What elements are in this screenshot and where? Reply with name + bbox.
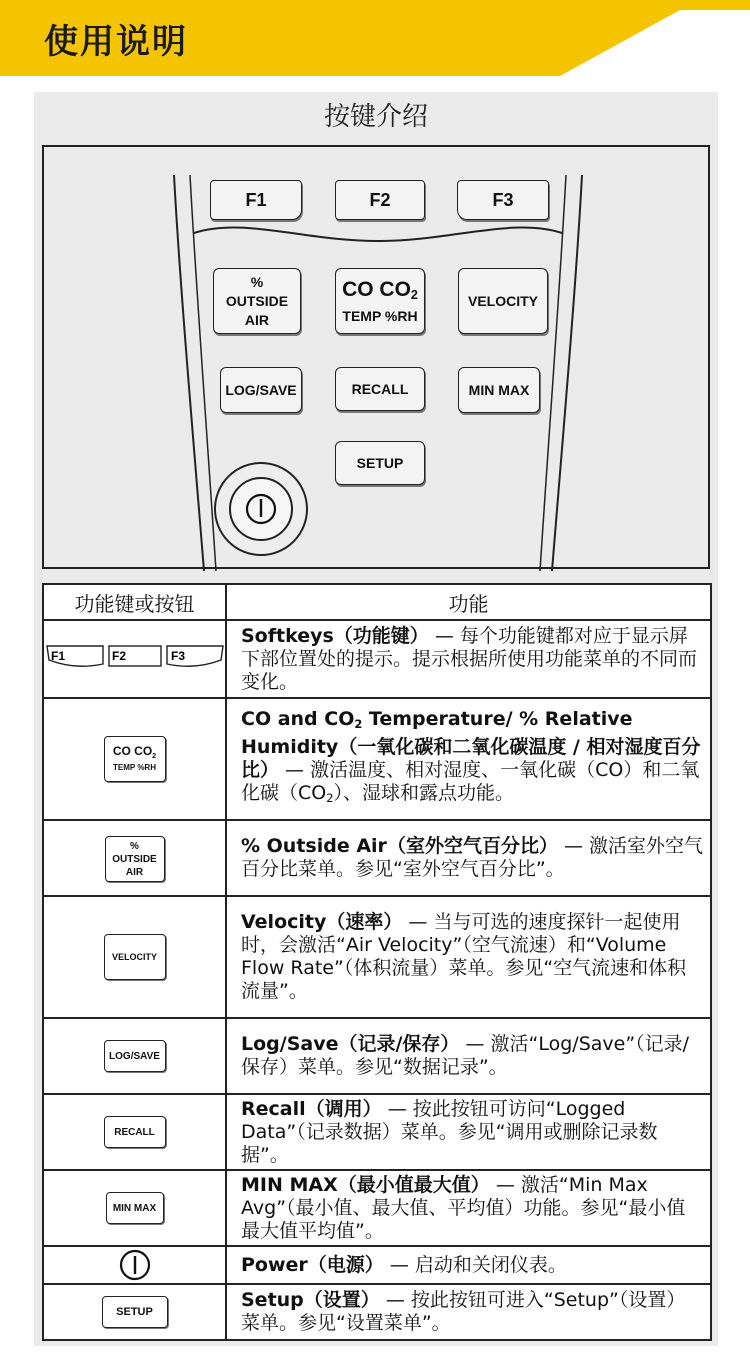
setup-key[interactable] xyxy=(335,441,425,485)
log-save-icon: LOG/SAVE xyxy=(104,1040,166,1072)
power-icon xyxy=(229,477,293,541)
outside-air-key-line3: AIR xyxy=(244,311,270,328)
co-icon-line2: TEMP %RH xyxy=(113,762,156,772)
term-power-cn: （电源） xyxy=(307,1253,384,1276)
outside-air-icon-line3: AIR xyxy=(125,866,144,878)
outside-air-icon-line1: % xyxy=(130,840,139,852)
co-key-line1: CO CO xyxy=(342,277,411,301)
term-velocity-cn: （速率） xyxy=(326,911,403,933)
row-icon-cell xyxy=(43,698,226,820)
row-icon-cell xyxy=(43,1018,226,1094)
column-header-function: 功能 xyxy=(226,584,711,620)
header-banner xyxy=(0,0,750,76)
log-save-key-label: LOG/SAVE xyxy=(225,382,297,398)
device-keypad-illustration xyxy=(42,145,710,569)
function-table xyxy=(42,583,712,1341)
softkey-f3-label: F3 xyxy=(170,649,185,663)
table-row xyxy=(43,896,711,1018)
term-recall-cn: （调用） xyxy=(305,1097,382,1120)
outside-air-icon xyxy=(105,836,165,882)
term-softkeys: Softkeys xyxy=(241,624,334,647)
row-icon-cell xyxy=(43,896,226,1018)
f1-key-label: F1 xyxy=(245,189,267,210)
table-row xyxy=(43,620,711,698)
term-power: Power xyxy=(241,1253,308,1276)
row-description xyxy=(226,698,711,820)
row-icon-cell xyxy=(43,1094,226,1170)
co-icon-sub: 2 xyxy=(152,750,157,760)
column-header-key: 功能键或按钮 xyxy=(43,584,226,620)
term-log-save: Log/Save xyxy=(241,1033,339,1055)
term-recall: Recall xyxy=(241,1097,306,1120)
row-description xyxy=(226,896,711,1018)
velocity-icon: VELOCITY xyxy=(104,934,166,980)
f3-key-label: F3 xyxy=(492,189,514,210)
row-icon-cell xyxy=(43,1246,226,1284)
min-max-key[interactable] xyxy=(458,367,540,413)
term-setup-cn: （设置） xyxy=(303,1289,380,1311)
row-description xyxy=(226,1246,711,1284)
outside-air-key-line2: OUTSIDE xyxy=(225,292,289,309)
co-key-line2: TEMP %RH xyxy=(342,307,418,324)
velocity-key[interactable] xyxy=(458,268,548,334)
term-co-rest: Temperature/ % Relative Humidity（一氧化碳和二氧化碳温度 / 相对湿度百分比） xyxy=(241,708,701,781)
table-row xyxy=(43,1246,711,1284)
description-co: — 激活温度、相对湿度、一氧化碳（CO）和二氧化碳（CO xyxy=(241,759,700,804)
row-description xyxy=(226,620,711,698)
term-setup: Setup xyxy=(241,1289,304,1311)
f3-key[interactable] xyxy=(457,180,549,220)
recall-key-label: RECALL xyxy=(351,381,409,397)
term-outside-air-cn: （室外空气百分比） xyxy=(386,835,558,857)
min-max-key-label: MIN MAX xyxy=(468,382,530,398)
description-recall: — 按此按钮可访问“Logged Data”（记录数据）菜单。参见“调用或删除记录数据”。 xyxy=(241,1097,658,1166)
row-icon-cell xyxy=(43,1284,226,1340)
outside-air-key[interactable] xyxy=(213,268,301,334)
co-icon-line1: CO CO xyxy=(112,743,153,758)
term-outside-air: % Outside Air xyxy=(241,835,387,857)
row-description xyxy=(226,1170,711,1246)
power-icon xyxy=(117,1248,153,1282)
power-button-inner-ring xyxy=(229,477,293,541)
power-button[interactable] xyxy=(214,462,308,556)
softkey-f2-label: F2 xyxy=(111,649,126,663)
velocity-key-label: VELOCITY xyxy=(467,293,538,309)
f1-key[interactable] xyxy=(210,180,302,220)
recall-icon: RECALL xyxy=(104,1116,166,1148)
row-icon-cell xyxy=(43,820,226,896)
term-softkeys-cn: （功能键） xyxy=(333,624,429,647)
term-velocity: Velocity xyxy=(241,911,327,933)
setup-key-label: SETUP xyxy=(356,455,404,471)
f2-key[interactable] xyxy=(335,180,425,220)
row-description xyxy=(226,1018,711,1094)
table-row xyxy=(43,698,711,820)
row-description xyxy=(226,820,711,896)
term-min-max: MIN MAX xyxy=(241,1173,338,1196)
section-title: 按键介绍 xyxy=(323,102,428,132)
description-softkeys: — 每个功能键都对应于显示屏下部位置处的提示。提示根据所使用功能菜单的不同而变化。 xyxy=(241,624,698,693)
co-co2-icon xyxy=(104,736,166,782)
outside-air-key-line1: % xyxy=(250,273,264,290)
description-power: — 启动和关闭仪表。 xyxy=(383,1253,567,1276)
co-key-subscript: 2 xyxy=(410,287,418,302)
description-velocity: — 当与可选的速度探针一起使用时，会激活“Air Velocity”（空气流速）和“Volume Flow Rate”（体积流量）菜单。参见“空气流速和体积流量”。 xyxy=(241,911,687,1002)
row-icon-cell xyxy=(43,620,226,698)
row-icon-cell xyxy=(43,1170,226,1246)
log-save-key[interactable] xyxy=(220,367,302,413)
description-co-sub: 2 xyxy=(326,791,334,805)
description-setup: — 按此按钮可进入“Setup”（设置）菜单。参见“设置菜单”。 xyxy=(241,1289,686,1334)
outside-air-icon-line2: OUTSIDE xyxy=(112,853,157,865)
term-co: CO and CO xyxy=(241,708,355,730)
description-log-save: — 激活“Log/Save”（记录/保存）菜单。参见“数据记录”。 xyxy=(241,1033,690,1078)
table-header-row xyxy=(43,584,711,620)
min-max-icon: MIN MAX xyxy=(106,1192,164,1224)
description-min-max: — 激活“Min Max Avg”（最小值、最大值、平均值）功能。参见“最小值最大值平均值”。 xyxy=(241,1173,686,1242)
table-row xyxy=(43,1018,711,1094)
term-co-sub: 2 xyxy=(354,717,363,731)
description-co-rest: ）、湿球和露点功能。 xyxy=(333,782,514,804)
table-row xyxy=(43,1094,711,1170)
description-outside-air: — 激活室外空气百分比菜单。参见“室外空气百分比”。 xyxy=(241,835,704,880)
term-min-max-cn: （最小值最大值） xyxy=(337,1173,490,1196)
table-row xyxy=(43,1284,711,1340)
page-title: 使用说明 xyxy=(44,22,188,62)
row-description xyxy=(226,1094,711,1170)
setup-icon: SETUP xyxy=(102,1296,168,1328)
co-co2-temp-rh-key[interactable] xyxy=(335,268,425,334)
recall-key[interactable] xyxy=(335,367,425,411)
f2-key-label: F2 xyxy=(369,189,391,210)
term-log-save-cn: （记录/保存） xyxy=(338,1033,460,1055)
softkeys-icon xyxy=(45,640,225,674)
softkey-f1-label: F1 xyxy=(50,649,65,663)
row-description xyxy=(226,1284,711,1340)
table-row xyxy=(43,1170,711,1246)
table-row xyxy=(43,820,711,896)
